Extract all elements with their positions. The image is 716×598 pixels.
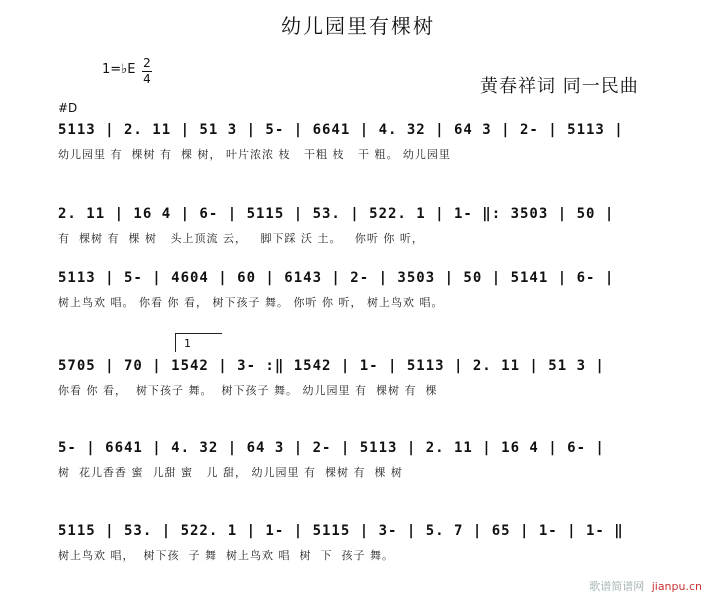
lyrics: 树上鸟欢 唱， 树下孩 子 舞 树上鸟欢 唱 树 下 孩子 舞。 — [58, 549, 394, 562]
key-signature: 1=♭E — [102, 62, 136, 77]
watermark-site: 歌谱简谱网 — [589, 580, 645, 593]
transposition-mark: #D — [58, 101, 78, 115]
time-signature-top: 2 — [143, 56, 151, 70]
notes: 5113 | 2. 11 | 51 3 | 5- | 6641 | 4. 32 | 64 3 | 2- | 5113 | — [58, 122, 624, 138]
notes: 5705 | 70 | 1542 | 3- :‖ 1542 | 1- | 5113 | 2. 11 | 51 3 | — [58, 358, 605, 374]
song-title: 幼儿园里有棵树 — [281, 14, 435, 38]
notes: 5113 | 5- | 4604 | 60 | 6143 | 2- | 3503 | 50 | 5141 | 6- | — [58, 270, 615, 286]
notes: 5115 | 53. | 522. 1 | 1- | 5115 | 3- | 5. 7 | 65 | 1- | 1- ‖ — [58, 523, 624, 539]
watermark-url: jianpu.cn — [651, 580, 702, 593]
volta-label: 1 — [184, 337, 191, 350]
lyrics: 树 花儿香香 蜜 儿甜 蜜 儿 甜， 幼儿园里 有 棵树 有 棵 树 — [58, 466, 403, 479]
lyrics: 你看 你 看， 树下孩子 舞。 树下孩子 舞。 幼儿园里 有 棵树 有 棵 — [58, 384, 438, 397]
lyrics: 树上鸟欢 唱。 你看 你 看， 树下孩子 舞。 你听 你 听， 树上鸟欢 唱。 — [58, 296, 444, 309]
volta-bracket — [175, 333, 222, 352]
lyrics: 幼儿园里 有 棵树 有 棵 树， 叶片浓浓 枝 干粗 枝 干 粗。 幼儿园里 — [58, 148, 451, 161]
watermark — [589, 578, 702, 594]
notes: 2. 11 | 16 4 | 6- | 5115 | 53. | 522. 1 | 1- ‖: 3503 | 50 | — [58, 206, 615, 222]
lyrics: 有 棵树 有 棵 树 头上顶流 云， 脚下踩 沃 土。 你听 你 听， — [58, 232, 424, 245]
notes: 5- | 6641 | 4. 32 | 64 3 | 2- | 5113 | 2. 11 | 16 4 | 6- | — [58, 440, 605, 456]
credits: 黄春祥词 同一民曲 — [480, 76, 639, 97]
time-signature-bottom: 4 — [143, 72, 151, 86]
time-signature — [142, 56, 152, 87]
